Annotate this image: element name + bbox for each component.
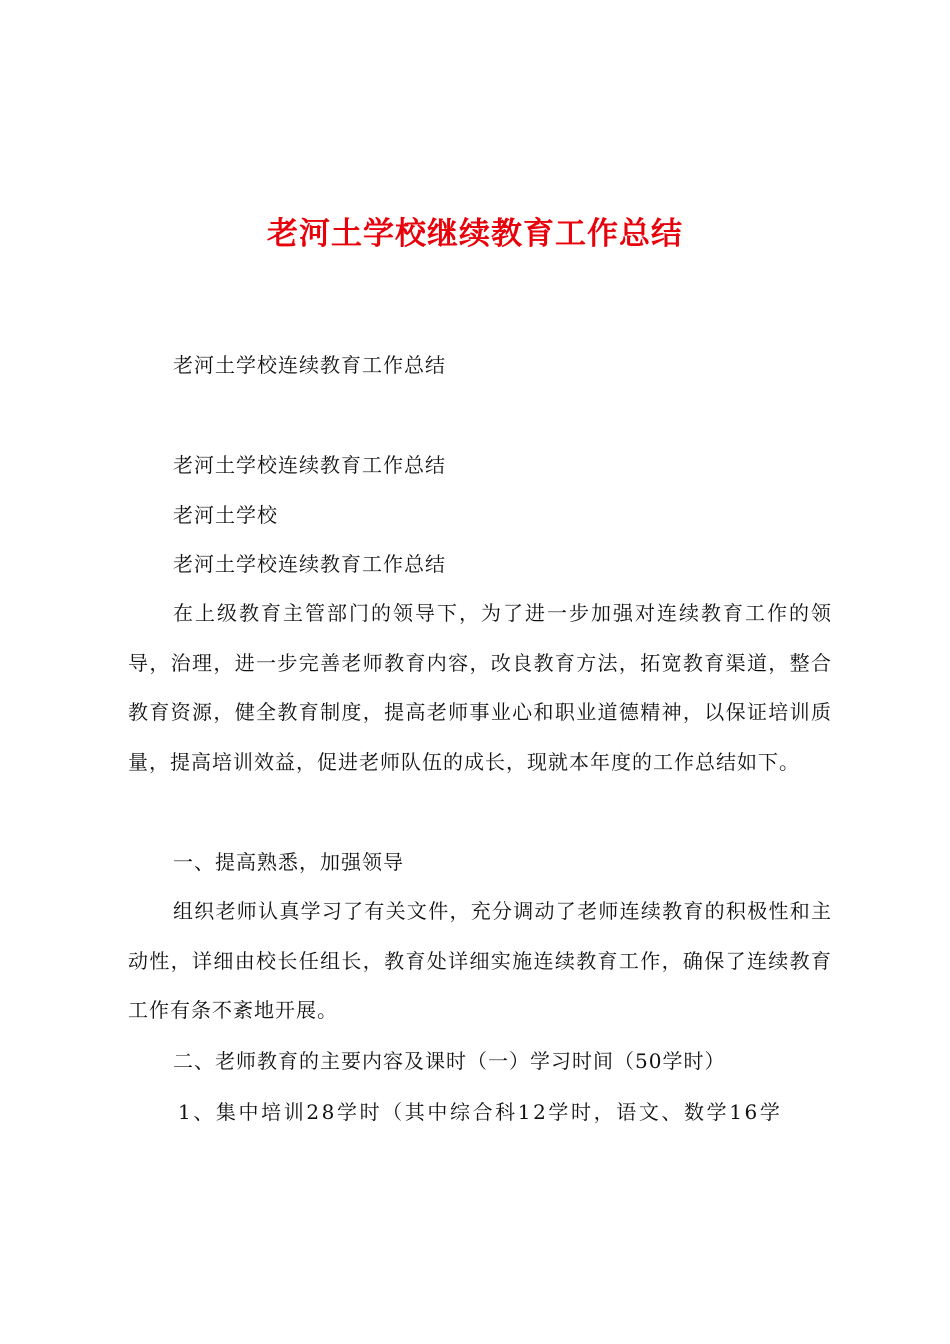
list-item-1: 1、集中培训28学时（其中综合科12学时，语文、数学16学: [178, 1100, 783, 1124]
heading-again: 老河土学校连续教育工作总结: [173, 552, 446, 576]
heading-repeat: 老河土学校连续教育工作总结: [173, 453, 446, 477]
intro-paragraph: 在上级教育主管部门的领导下，为了进一步加强对连续教育工作的领导，治理，进一步完善老师教育内容，改良教育方法，拓宽教育渠道，整合教育资源，健全教育制度，提高老师事业心和职业道德精神，以保证培训质量，提高培训效益，促进老师队伍的成长，现就本年度的工作总结如下。: [128, 601, 832, 774]
school-name: 老河土学校: [173, 503, 278, 527]
section1-heading: 一、提高熟悉，加强领导: [173, 850, 404, 874]
section2-heading: 二、老师教育的主要内容及课时（一）学习时间（50学时）: [173, 1049, 726, 1073]
document-title: 老河土学校继续教育工作总结: [267, 216, 683, 252]
document-subtitle: 老河土学校连续教育工作总结: [173, 353, 446, 377]
section1-paragraph: 组织老师认真学习了有关文件，充分调动了老师连续教育的积极性和主动性，详细由校长任组长，教育处详细实施连续教育工作，确保了连续教育工作有条不紊地开展。: [128, 899, 832, 1022]
